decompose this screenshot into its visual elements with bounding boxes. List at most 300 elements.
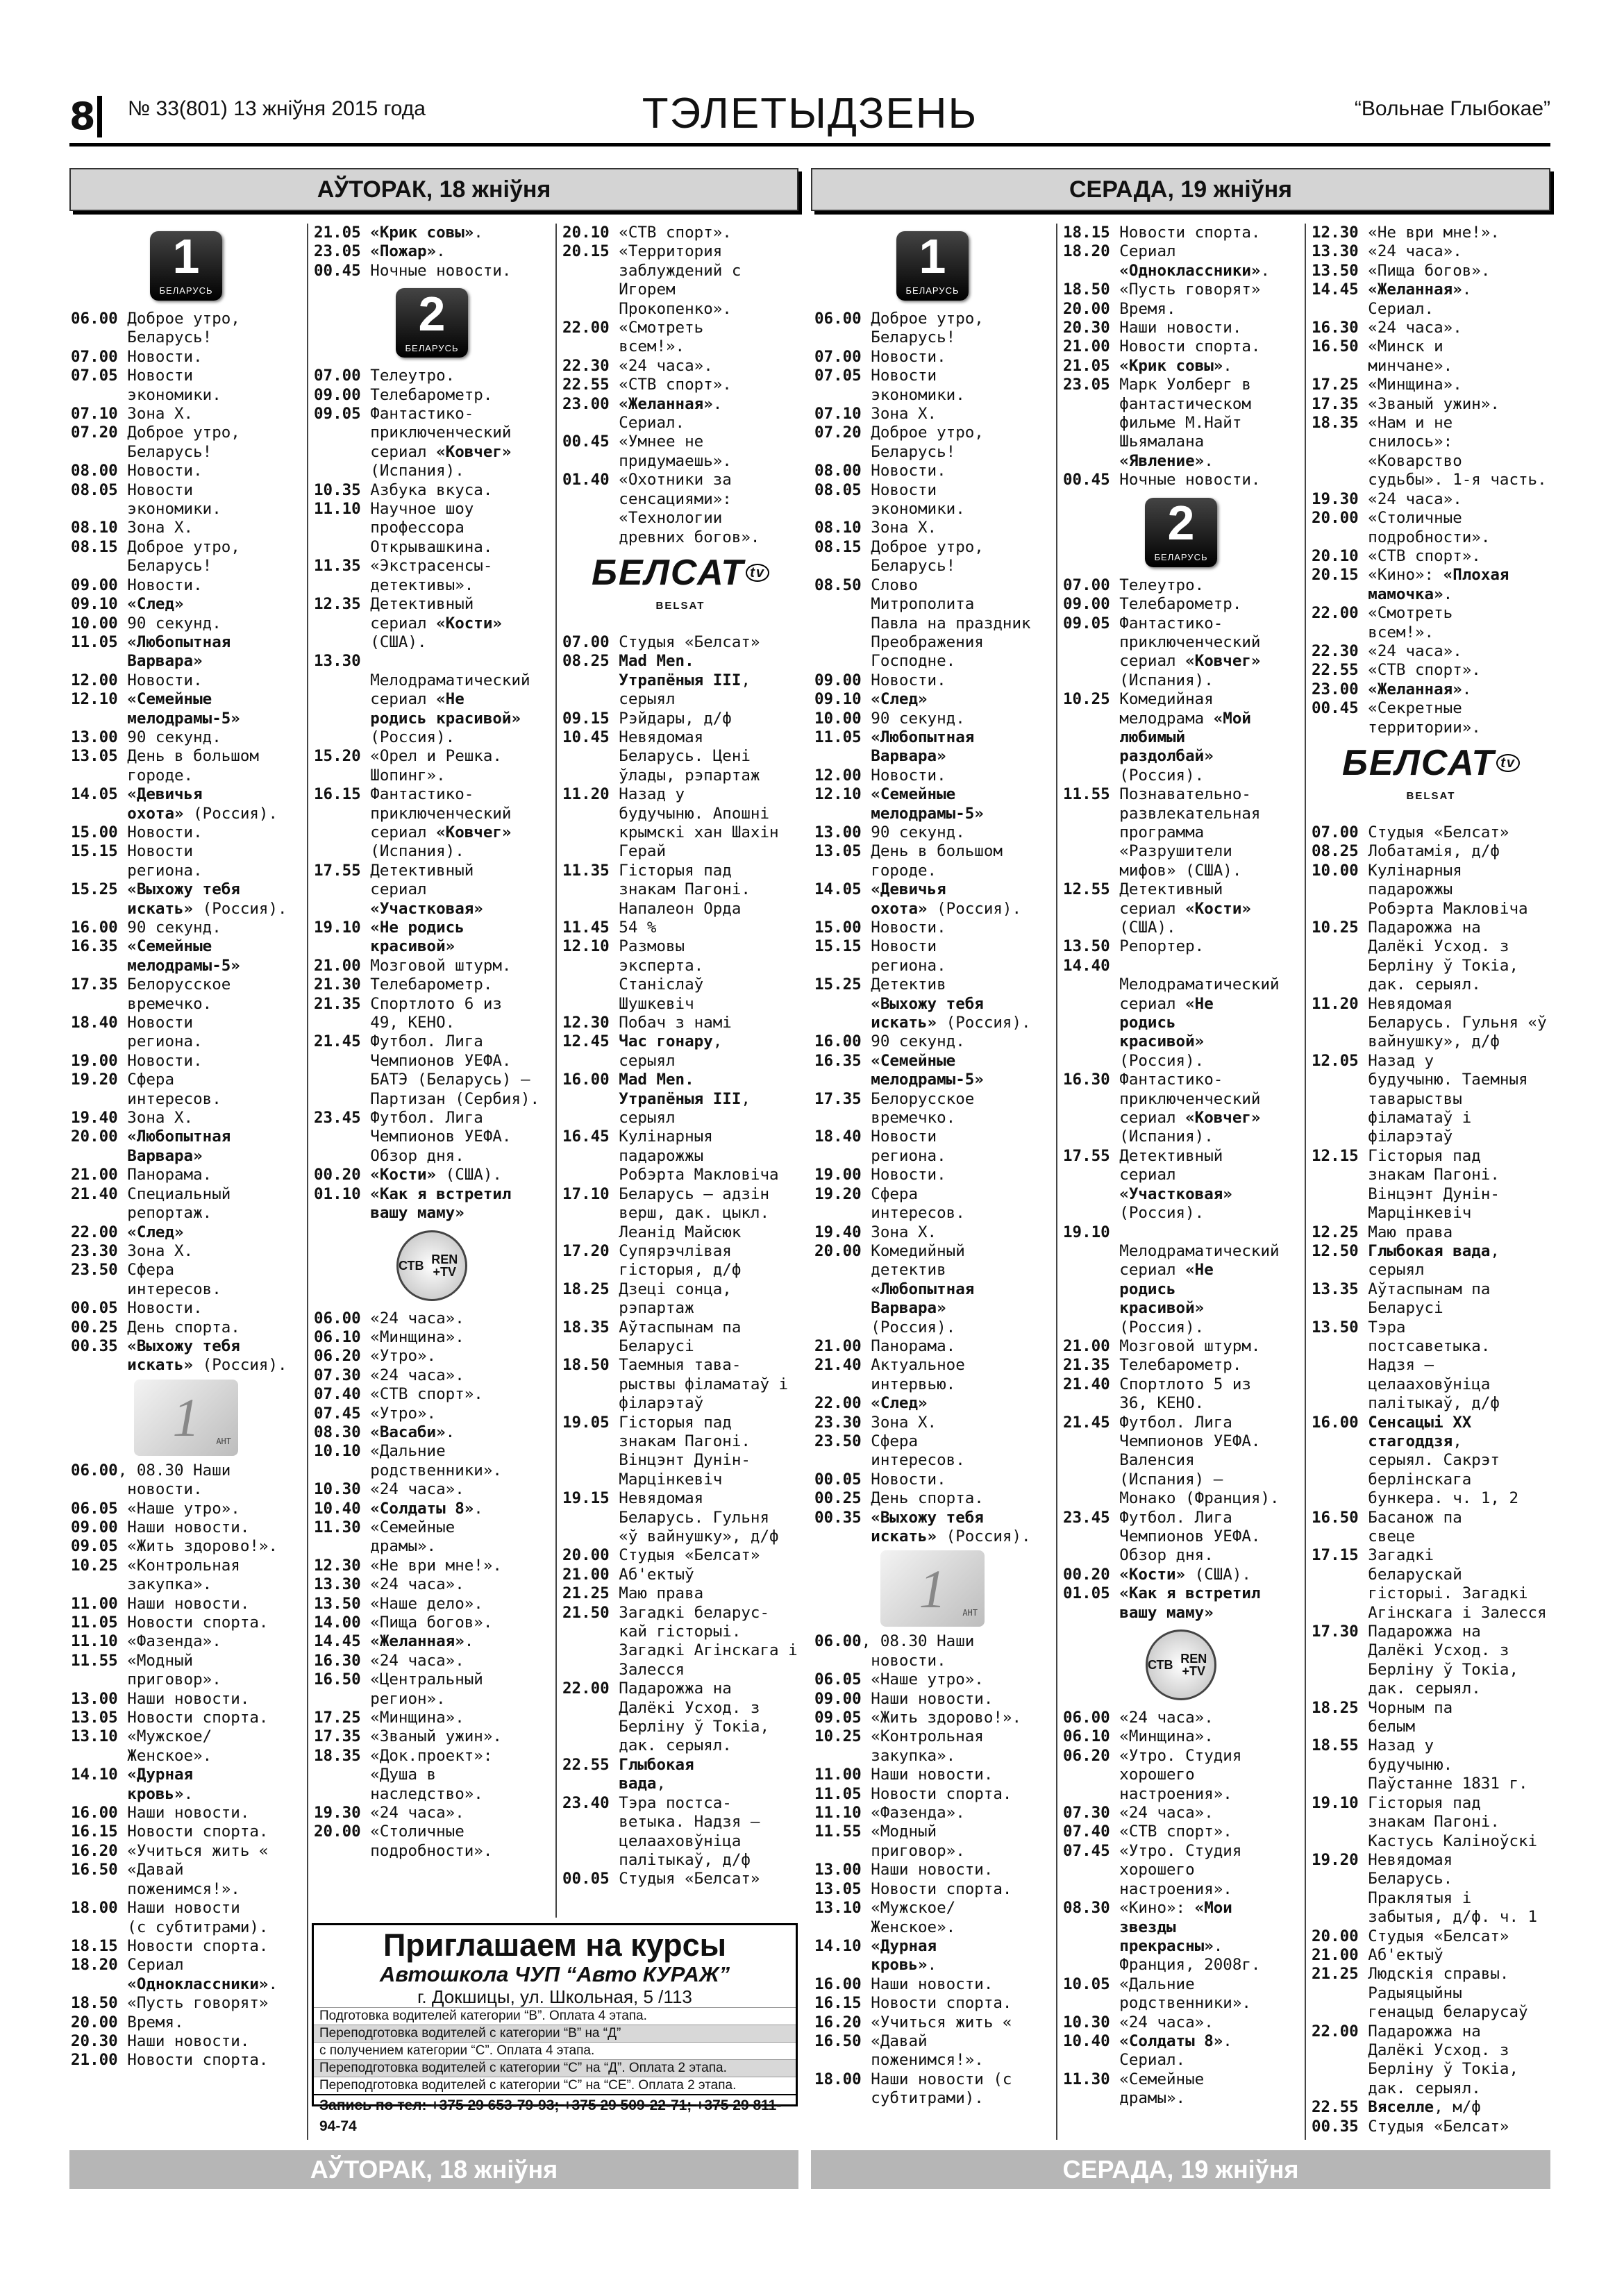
program-time: 18.40 (71, 1014, 118, 1032)
stv-icon (1146, 1629, 1216, 1700)
program-text: Новости. (861, 766, 946, 785)
program-entry (814, 1470, 1050, 1489)
program-entry (1063, 880, 1299, 937)
program-time: 16.15 (314, 785, 361, 804)
program-entry (814, 2032, 1050, 2070)
program-title: «Не родись красивой» (1119, 1261, 1214, 1318)
program-entry (314, 1309, 550, 1328)
program-time: 13.50 (1312, 261, 1359, 280)
program-title: «Мой любимый раздолбай» (1119, 709, 1251, 766)
program-time: 06.05 (71, 1499, 118, 1518)
logo-caption: BELSAT (655, 599, 705, 612)
program-text: Новости. (861, 671, 946, 689)
program-text: , м/ф (1434, 2098, 1481, 2117)
program-text: «Модный приговор». (871, 1822, 965, 1860)
logo-number: 2 (1167, 495, 1195, 550)
program-entry (1063, 1223, 1299, 1337)
program-time: 10.40 (1063, 2031, 1110, 2050)
program-entry (814, 1032, 1050, 1051)
program-time: 07.20 (71, 424, 118, 442)
program-entry (814, 823, 1050, 842)
listing-column (562, 224, 798, 1918)
program-text: Телебарометр. (360, 385, 493, 404)
program-entry (314, 1423, 550, 1442)
program-time: 10.25 (814, 1727, 862, 1746)
program-text: «24 часа». (360, 1480, 464, 1499)
program-time: 01.05 (1063, 1584, 1110, 1603)
program-title: «Дурная кровь» (127, 1766, 194, 1803)
program-time: 12.50 (1312, 1241, 1359, 1260)
program-time: 11.10 (314, 500, 361, 519)
belsat-logo (1312, 741, 1550, 818)
logo-text: СТВ (1148, 1658, 1173, 1673)
bel2-logo (1063, 494, 1299, 571)
logo-number: 2 (418, 286, 446, 341)
program-entry (1063, 1975, 1299, 2013)
program-time: 14.10 (71, 1766, 118, 1784)
program-time: 17.15 (1312, 1546, 1359, 1565)
program-text: Побач з намі (609, 1014, 732, 1032)
program-time: 17.25 (314, 1709, 361, 1727)
program-entry (814, 1899, 1050, 1937)
program-entry (814, 1394, 1050, 1413)
program-text: День спорта. (861, 1489, 984, 1508)
program-entry (71, 1690, 301, 1709)
program-entry (71, 1299, 301, 1318)
program-entry (562, 1679, 798, 1756)
program-text: «Фазенда». (861, 1804, 965, 1822)
program-text: Время. (117, 2013, 184, 2031)
program-time: 08.00 (71, 462, 118, 480)
program-entry (1063, 280, 1299, 299)
program-entry (1312, 262, 1550, 280)
program-entry (1063, 1747, 1299, 1804)
program-time: 21.40 (814, 1356, 862, 1375)
program-text: «Орел и Решка. Шопинг». (370, 747, 502, 785)
program-time: 19.10 (1312, 1793, 1359, 1812)
program-time: 00.45 (1312, 699, 1359, 718)
program-text: Гісторыя пад знакам Пагоні. Вінцэнт Дунін- Марцінкевіч (619, 1413, 751, 1489)
program-text: Падарожжа на Далёкі Усход. з Берліну ў Токіа, дак. серыял. (619, 1679, 770, 1755)
program-entry (1312, 604, 1550, 642)
program-entry (562, 1128, 798, 1184)
program-entry (1312, 995, 1550, 1052)
program-entry (562, 376, 798, 394)
program-time: 15.25 (814, 975, 862, 994)
program-entry (562, 937, 798, 1014)
program-time: 13.00 (814, 1861, 862, 1879)
program-entry (314, 1747, 550, 1804)
program-text: Студыя «Белсат» (1358, 2117, 1509, 2136)
program-time: 07.45 (314, 1404, 361, 1423)
program-entry (814, 842, 1050, 880)
program-text: , серыял. Сакрэт берлінскага бункера. ч. 1, 2 (1368, 1432, 1519, 1508)
program-time: 14.40 (1063, 956, 1110, 975)
program-entry (1312, 1414, 1550, 1509)
program-entry (71, 1861, 301, 1899)
program-text: Аб'ектыў (609, 1565, 694, 1584)
program-text: (Россия). (1119, 1051, 1205, 1070)
program-entry (814, 880, 1050, 919)
ad-row: с получением категории “С”. Оплата 4 этапа. (314, 2042, 796, 2059)
program-text: Репортер. (1110, 937, 1205, 956)
program-time: 07.00 (71, 347, 118, 366)
program-text: «Званый ужин». (360, 1727, 502, 1746)
program-title: «Васаби» (370, 1423, 446, 1441)
program-time: 13.50 (314, 1594, 361, 1613)
program-time: 20.00 (1063, 299, 1110, 318)
program-time: 19.30 (314, 1804, 361, 1822)
program-time: 11.10 (814, 1804, 862, 1822)
program-time: 07.05 (71, 367, 118, 385)
program-time: 17.25 (1312, 376, 1359, 394)
belarus-1-icon (150, 231, 222, 301)
program-text: . (464, 1632, 474, 1651)
program-title: «Одноклассники» (127, 1975, 269, 1993)
program-text: Новости экономики. (871, 367, 965, 404)
program-title: «Девичья охота» (871, 880, 946, 918)
program-title: «Как я встретил вашу маму» (370, 1184, 512, 1223)
program-time: 21.00 (71, 2051, 118, 2070)
program-time: 01.10 (314, 1184, 361, 1203)
program-time: 00.25 (814, 1489, 862, 1508)
belarus-2-icon (396, 288, 468, 358)
program-time: 20.15 (562, 242, 610, 261)
program-time: 17.10 (562, 1184, 610, 1203)
program-entry (71, 1994, 301, 2013)
program-time: 16.50 (71, 1861, 118, 1879)
program-time: 10.00 (814, 709, 862, 728)
program-time: 11.05 (71, 1614, 118, 1632)
program-time: 01.40 (562, 471, 610, 489)
program-text: Новости спорта. (117, 1709, 269, 1727)
program-entry (314, 1614, 550, 1632)
program-text: Наши новости. (117, 1594, 250, 1613)
program-text: «24 часа». (1110, 1709, 1214, 1727)
program-time: 21.00 (814, 1336, 862, 1355)
program-time: 08.10 (71, 519, 118, 537)
program-title: «Кости» (436, 614, 502, 632)
program-time: 13.00 (71, 728, 118, 746)
program-text: Новости спорта. (861, 1784, 1012, 1803)
program-text: Людскія справы. Радыяцыйны генацыд беларусаў (1368, 1965, 1528, 2022)
program-text: Азбука вкуса. (360, 480, 493, 499)
program-text: (Россия). (871, 1318, 956, 1336)
program-entry (814, 1994, 1050, 2013)
program-title: «Не родись красивой» (370, 919, 464, 956)
program-entry (71, 1337, 301, 1375)
program-entry (814, 1804, 1050, 1822)
program-text: Познавательно- развлекательная программа «Разрушители мифов» (США). (1119, 785, 1261, 880)
program-time: 13.35 (1312, 1280, 1359, 1298)
program-time: 19.10 (314, 919, 361, 937)
program-time: 09.00 (1063, 595, 1110, 614)
program-text: Новости экономики. (871, 480, 965, 519)
program-time: 17.55 (314, 861, 361, 880)
program-entry (1063, 595, 1299, 614)
day-footer: АЎТОРАК, 18 жніўня (69, 2150, 798, 2189)
program-text: Доброе утро, Беларусь! (871, 424, 984, 461)
program-text: Научное шоу профессора Открывашкина. (370, 500, 493, 556)
program-entry (314, 1166, 550, 1184)
program-time: 20.00 (71, 2013, 118, 2031)
program-entry (71, 1899, 301, 1937)
program-text: Мелодраматический сериал (1119, 1241, 1280, 1280)
program-time: 16.20 (814, 2013, 862, 2031)
program-time: 00.45 (1063, 471, 1110, 489)
program-text: День в большом городе. (127, 747, 259, 785)
program-text: (Россия). (937, 1014, 1031, 1032)
program-title: «Семейные мелодрамы-5» (871, 1051, 984, 1089)
program-text: Аўтаспынам па Беларусі (619, 1318, 742, 1355)
program-text: Мозговой штурм. (1110, 1336, 1261, 1355)
program-text: «Экстрасенсы- детективы». (370, 557, 493, 594)
program-time: 16.00 (562, 1071, 610, 1089)
program-time: 13.05 (71, 747, 118, 766)
program-time: 00.05 (814, 1470, 862, 1489)
program-entry (814, 690, 1050, 709)
logo-caption: АНТ (962, 1608, 978, 1618)
column-divider (1305, 224, 1306, 2140)
program-entry (71, 2013, 301, 2032)
program-text: «СТВ спорт». (609, 224, 732, 242)
program-time: 21.35 (314, 994, 361, 1013)
program-entry (314, 386, 550, 405)
program-text: «Дальние родственники». (370, 1442, 502, 1480)
program-time: 22.55 (562, 1755, 610, 1774)
program-text: «СТВ спорт». (1358, 546, 1481, 565)
stv-icon (396, 1230, 467, 1301)
ad-school: Автошкола ЧУП “Авто КУРАЖ” (379, 1962, 730, 1986)
program-time: 11.05 (814, 728, 862, 746)
program-time: 13.05 (814, 842, 862, 861)
program-entry (562, 1280, 798, 1318)
program-text: (Россия). (193, 899, 287, 918)
program-text: Доброе утро, Беларусь! (871, 537, 984, 576)
program-time: 16.30 (314, 1651, 361, 1670)
program-time: 19.40 (71, 1109, 118, 1128)
program-text: Панорама. (861, 1336, 956, 1355)
program-entry (314, 862, 550, 919)
program-text: Гісторыя пад знакам Пагоні. Вінцэнт Дунін- Марцінкевіч (1368, 1146, 1500, 1223)
program-time: 13.05 (71, 1709, 118, 1727)
program-text: , (656, 1775, 667, 1793)
program-text: Новости спорта. (117, 2051, 269, 2070)
program-entry (71, 1223, 301, 1242)
program-entry (71, 785, 301, 823)
program-title: «Любопытная Варвара» (127, 1128, 231, 1165)
program-text: «24 часа». (360, 1575, 464, 1594)
listing-column (814, 224, 1050, 2181)
program-text: «Мужское/ Женское». (871, 1899, 956, 1936)
program-time: 07.30 (1063, 1804, 1110, 1822)
program-time: 11.05 (71, 632, 118, 651)
program-entry (314, 481, 550, 500)
program-text: День спорта. (117, 1318, 240, 1336)
program-text: «Минщина». (1358, 376, 1462, 394)
program-title: «Ковчег» (436, 442, 512, 461)
program-text: Наши новости. (117, 1518, 250, 1536)
column-divider (1056, 224, 1057, 2140)
program-text: (Испания). (370, 842, 464, 861)
program-text: Футбол. Лига Чемпионов УЕФА. Валенсия (Испания) – Монако (Франция). (1119, 1413, 1280, 1508)
program-entry (814, 424, 1050, 462)
program-time: 16.45 (562, 1128, 610, 1146)
program-entry (1063, 319, 1299, 337)
program-time: 12.35 (314, 595, 361, 614)
program-entry (814, 1975, 1050, 1994)
program-entry (562, 224, 798, 242)
program-time: 12.10 (562, 937, 610, 956)
program-entry (814, 919, 1050, 937)
program-entry (1063, 224, 1299, 242)
program-time: 21.35 (1063, 1356, 1110, 1375)
program-text: «Не ври мне!». (360, 1556, 502, 1575)
logo-mark: 1 (919, 1558, 946, 1619)
program-text: , серыял (619, 671, 751, 709)
program-entry (562, 319, 798, 357)
program-entry (814, 1223, 1050, 1242)
program-time: 06.00 (314, 1309, 361, 1327)
program-time: 07.00 (1312, 823, 1359, 841)
column-divider (307, 224, 308, 2140)
program-entry (562, 1014, 798, 1032)
program-entry (1063, 1584, 1299, 1623)
program-time: 17.20 (562, 1241, 610, 1260)
program-text: Тэра постсаветыка. Надзя – целааховўніца палітыкаў, д/ф (1368, 1318, 1500, 1413)
program-time: 11.55 (814, 1822, 862, 1841)
program-time: 19.20 (71, 1071, 118, 1089)
program-time: 18.35 (1312, 414, 1359, 433)
program-time: 09.15 (562, 709, 610, 728)
program-text: «Кино»: (1358, 566, 1443, 585)
program-entry (314, 1185, 550, 1223)
program-time: 21.50 (562, 1603, 610, 1622)
program-title: «Девичья охота» (127, 785, 203, 823)
program-text: Новости. (117, 347, 203, 366)
program-text: «Нам и не снилось»: «Коварство судьбы». 1-я часть. (1368, 414, 1547, 489)
program-time: 21.00 (71, 1166, 118, 1184)
program-time: 11.55 (1063, 785, 1110, 804)
program-title: «Одноклассники» (1119, 261, 1261, 280)
program-time: 21.00 (1063, 337, 1110, 356)
program-title: «Любопытная Варвара» (871, 728, 975, 766)
program-time: 18.50 (71, 1994, 118, 2013)
program-text: . (445, 1423, 455, 1441)
logo-text: REN +TV (1180, 1652, 1207, 1679)
program-time: 07.30 (314, 1366, 361, 1384)
program-entry (1312, 509, 1550, 547)
program-text: Доброе утро, Беларусь! (127, 537, 240, 576)
program-entry (814, 310, 1050, 348)
program-text: Новости. (117, 576, 203, 594)
program-text: «Званый ужин». (1358, 394, 1500, 413)
program-entry (71, 1537, 301, 1556)
program-text: . (436, 242, 446, 261)
program-text: Наши новости. (117, 1804, 250, 1822)
program-text: . Франция, 2008г. (1119, 1936, 1261, 1975)
program-text: «Пусть говорят» (117, 1994, 269, 2013)
program-text: Наши новости. (117, 2031, 250, 2050)
program-text: «Наше утро». (117, 1499, 240, 1518)
program-entry (562, 1756, 798, 1794)
program-time: 08.15 (814, 537, 862, 556)
program-text: Новости. (861, 462, 946, 480)
program-entry (71, 348, 301, 367)
program-text: Марк Уолберг в фантастическом фильме М.Найт Шьямалана (1119, 376, 1251, 451)
program-text: «Охотники за сенсациями»: «Технологии древних богов». (619, 471, 760, 546)
program-entry (71, 1727, 301, 1766)
program-text: Загадкі беларус- кай гісторыі. Загадкі Агінскага і Залесся (619, 1603, 798, 1679)
program-time: 16.50 (1312, 337, 1359, 356)
program-entry (814, 766, 1050, 785)
program-time: 00.35 (71, 1336, 118, 1355)
program-entry (71, 1518, 301, 1537)
program-entry (1312, 1509, 1550, 1547)
program-entry (314, 957, 550, 975)
program-time: 18.00 (814, 2070, 862, 2088)
program-entry (814, 1709, 1050, 1727)
program-text: Басанож па свеце (1368, 1508, 1462, 1545)
program-entry (1312, 680, 1550, 699)
program-entry (562, 242, 798, 319)
program-entry (814, 1785, 1050, 1804)
program-entry (814, 1880, 1050, 1899)
program-entry (71, 842, 301, 880)
program-title: «Семейные мелодрамы-5» (127, 937, 240, 975)
program-entry (814, 2070, 1050, 2109)
belsat-icon: БЕЛСАТ $^{tv}$ BELSAT (1342, 746, 1520, 813)
program-time: 12.05 (1312, 1051, 1359, 1070)
logo-mark: 1 (172, 1387, 200, 1448)
listing-column (71, 224, 301, 2181)
program-entry (71, 614, 301, 633)
program-entry (1063, 1566, 1299, 1584)
program-text: Наши новости. (117, 1689, 250, 1708)
program-time: 08.00 (814, 462, 862, 480)
program-text: Детективный сериал (1119, 1146, 1223, 1184)
program-entry (562, 433, 798, 471)
program-time: 10.00 (71, 614, 118, 632)
ad-address: г. Докшицы, ул. Школьная, 5 /113 (417, 1986, 692, 2007)
program-entry (314, 1385, 550, 1404)
program-text: Невядомая Беларусь. Цені ўлады, рэпартаж (619, 728, 760, 785)
program-time: 18.00 (71, 1899, 118, 1918)
program-title: Сенсацыі XX стагоддзя (1368, 1413, 1472, 1450)
program-title: «Солдаты 8» (1119, 2031, 1223, 2050)
program-text: Детективный сериал (1119, 880, 1223, 918)
program-text: (Россия). (1119, 1318, 1205, 1336)
program-time: 09.10 (814, 690, 862, 709)
program-title: «Любопытная Варвара» (871, 1280, 975, 1318)
program-text: Невядомая Беларусь. Праклятыя і забытыя, д/ф. ч. 1 (1368, 1850, 1538, 1927)
program-entry (562, 633, 798, 652)
program-entry (1063, 1804, 1299, 1822)
program-entry (1312, 862, 1550, 919)
program-entry (1063, 242, 1299, 280)
program-time: 09.05 (1063, 614, 1110, 632)
program-time: 15.00 (71, 823, 118, 841)
program-entry (814, 481, 1050, 519)
program-title: «Мои звезды прекрасны» (1119, 1899, 1232, 1955)
program-text: Телебарометр. (1110, 595, 1242, 614)
program-entry (314, 262, 550, 280)
program-entry (814, 1509, 1050, 1547)
program-entry (1063, 1147, 1299, 1223)
program-time: 08.30 (1063, 1899, 1110, 1918)
program-entry (314, 975, 550, 994)
program-text: «Семейные драмы». (1119, 2070, 1205, 2108)
